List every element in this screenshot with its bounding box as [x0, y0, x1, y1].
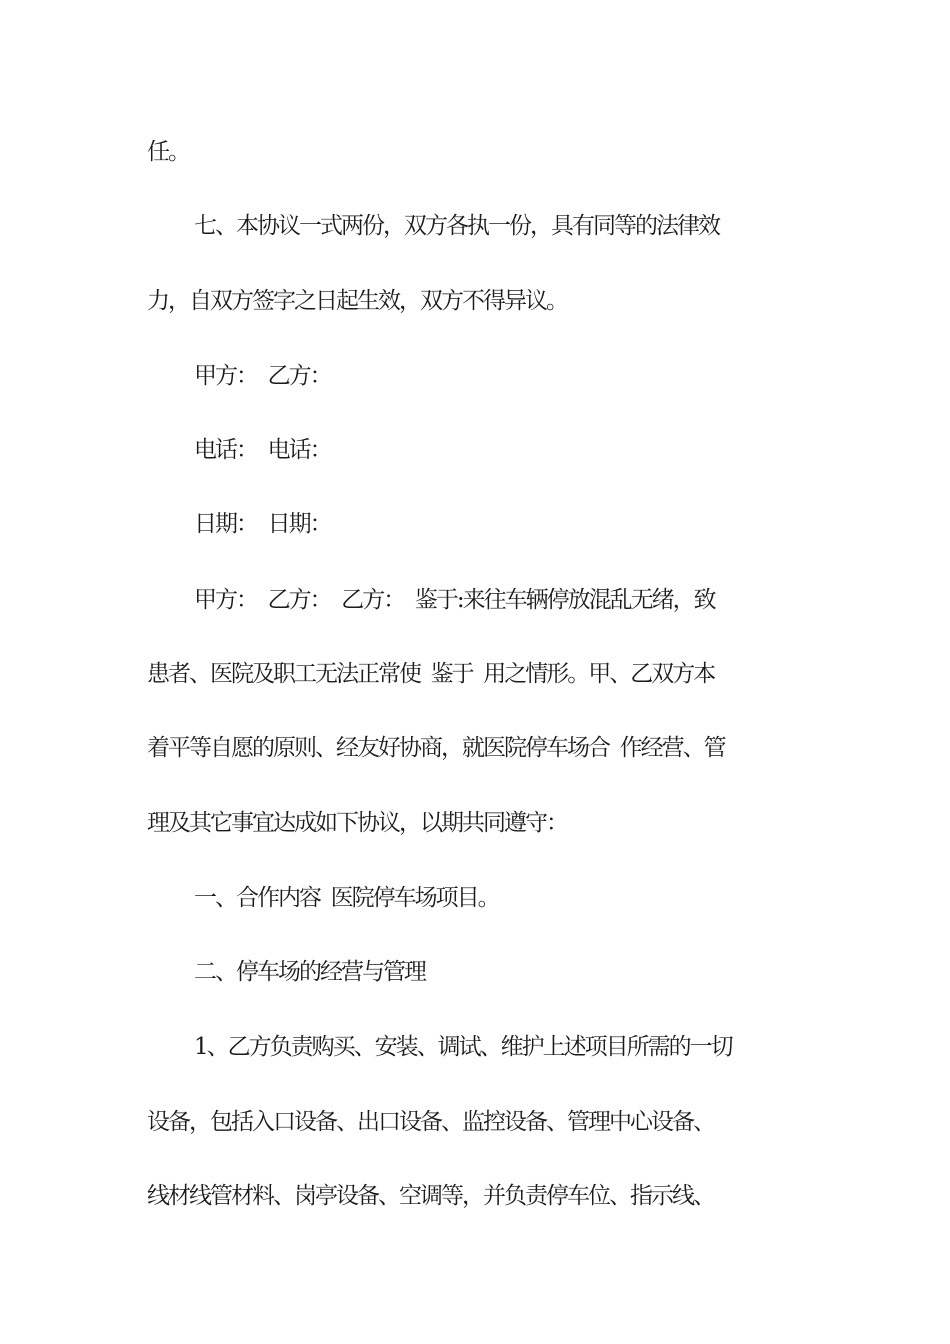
text-line: 患者、医院及职工无法正常使 鉴于 用之情形。甲、乙双方本 — [147, 661, 715, 687]
text-line: 甲方： 乙方： 乙方： 鉴于:来往车辆停放混乱无绪，致 — [194, 587, 715, 613]
text-line: 1、乙方负责购买、安装、调试、维护上述项目所需的一切 — [194, 1034, 732, 1060]
text-line: 设备，包括入口设备、出口设备、监控设备、管理中心设备、 — [147, 1109, 714, 1135]
text-line: 任。 — [147, 139, 189, 165]
text-line: 线材线管材料、岗亭设备、空调等，并负责停车位、指示线、 — [147, 1183, 714, 1209]
text-line: 理及其它事宜达成如下协议，以期共同遵守： — [147, 810, 567, 836]
text-line: 力，自双方签字之日起生效，双方不得异议。 — [147, 288, 567, 314]
text-line: 日期： 日期： — [194, 511, 331, 537]
text-line: 一、合作内容 医院停车场项目。 — [194, 885, 499, 911]
text-line: 二、停车场的经营与管理 — [194, 959, 425, 985]
text-line: 电话： 电话： — [194, 437, 331, 463]
text-line: 着平等自愿的原则、经友好协商，就医院停车场合 作经营、管 — [147, 735, 725, 761]
text-line: 七、本协议一式两份，双方各执一份，具有同等的法律效 — [194, 213, 719, 239]
text-line: 甲方： 乙方： — [194, 363, 331, 389]
